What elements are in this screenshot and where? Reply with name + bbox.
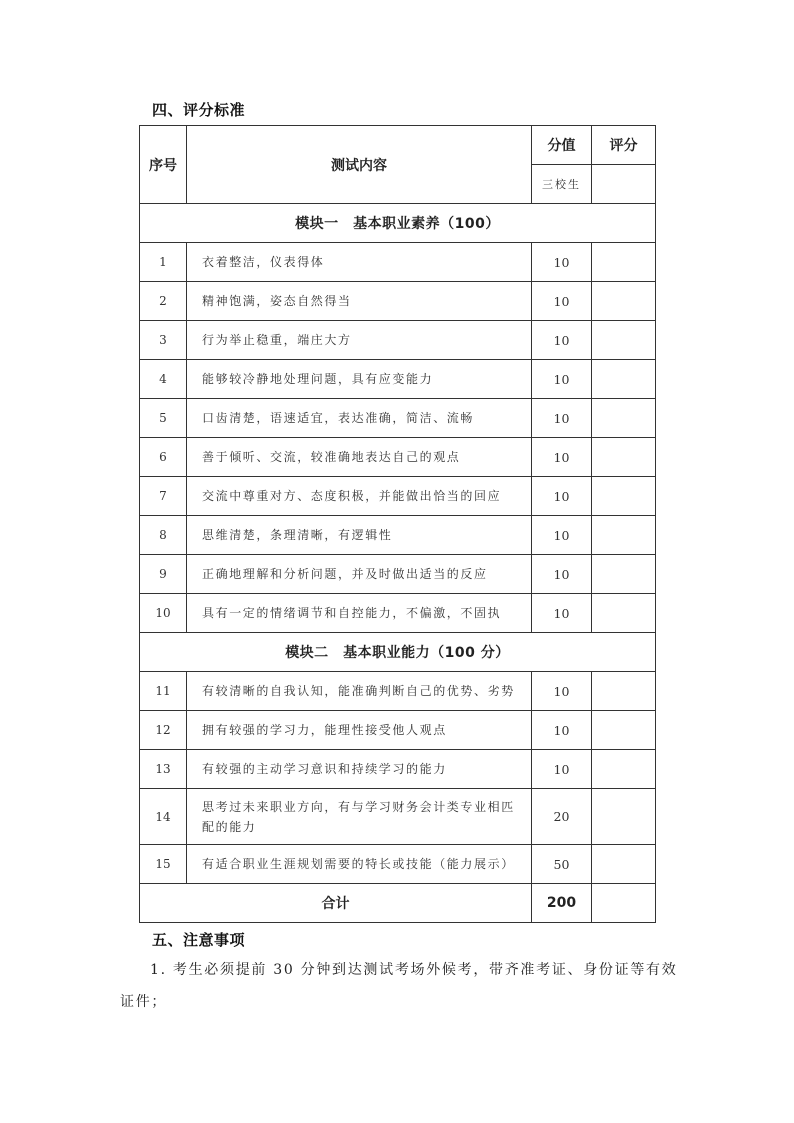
module-title: 模块一 基本职业素养（100） (140, 204, 656, 243)
row-value: 10 (532, 282, 592, 321)
header-rating-sub (592, 165, 656, 204)
row-seq: 1 (140, 243, 187, 282)
table-row (140, 672, 656, 711)
table-row (140, 516, 656, 555)
total-label: 合计 (140, 884, 532, 923)
row-rating-cell[interactable] (592, 282, 656, 321)
row-content: 交流中尊重对方、态度积极，并能做出恰当的回应 (187, 477, 532, 516)
row-seq: 12 (140, 711, 187, 750)
row-value: 10 (532, 477, 592, 516)
row-seq: 2 (140, 282, 187, 321)
table-row (140, 789, 656, 845)
row-rating-cell[interactable] (592, 399, 656, 438)
row-content: 思考过未来职业方向，有与学习财务会计类专业相匹配的能力 (187, 789, 532, 845)
table-row (140, 360, 656, 399)
row-content: 能够较冷静地处理问题，具有应变能力 (187, 360, 532, 399)
row-rating-cell[interactable] (592, 360, 656, 399)
header-value-sub: 三校生 (532, 165, 592, 204)
table-row (140, 243, 656, 282)
row-rating-cell[interactable] (592, 750, 656, 789)
row-rating-cell[interactable] (592, 243, 656, 282)
row-seq: 14 (140, 789, 187, 845)
header-rating: 评分 (592, 126, 656, 165)
row-value: 50 (532, 845, 592, 884)
row-content: 拥有较强的学习力，能理性接受他人观点 (187, 711, 532, 750)
row-value: 20 (532, 789, 592, 845)
total-value: 200 (532, 884, 592, 923)
row-seq: 13 (140, 750, 187, 789)
table-row (140, 321, 656, 360)
header-content: 测试内容 (187, 126, 532, 204)
row-seq: 11 (140, 672, 187, 711)
row-rating-cell[interactable] (592, 845, 656, 884)
row-rating-cell[interactable] (592, 516, 656, 555)
row-seq: 4 (140, 360, 187, 399)
row-content: 衣着整洁，仪表得体 (187, 243, 532, 282)
row-content: 思维清楚，条理清晰，有逻辑性 (187, 516, 532, 555)
row-value: 10 (532, 321, 592, 360)
row-seq: 10 (140, 594, 187, 633)
row-content: 口齿清楚，语速适宜，表达准确，简洁、流畅 (187, 399, 532, 438)
table-row (140, 399, 656, 438)
row-content: 正确地理解和分析问题，并及时做出适当的反应 (187, 555, 532, 594)
row-rating-cell[interactable] (592, 789, 656, 845)
row-content: 行为举止稳重，端庄大方 (187, 321, 532, 360)
row-content: 具有一定的情绪调节和自控能力，不偏激，不固执 (187, 594, 532, 633)
table-row (140, 711, 656, 750)
scoring-table (139, 125, 656, 923)
note-item: 1. 考生必须提前 30 分钟到达测试考场外候考，带齐准考证、身份证等有效证件； (120, 962, 678, 1010)
table-row (140, 750, 656, 789)
row-content: 善于倾听、交流，较准确地表达自己的观点 (187, 438, 532, 477)
row-value: 10 (532, 438, 592, 477)
module-title: 模块二 基本职业能力（100 分） (140, 633, 656, 672)
row-value: 10 (532, 594, 592, 633)
row-seq: 15 (140, 845, 187, 884)
row-value: 10 (532, 399, 592, 438)
row-rating-cell[interactable] (592, 321, 656, 360)
table-row (140, 555, 656, 594)
row-value: 10 (532, 750, 592, 789)
table-row (140, 845, 656, 884)
table-row (140, 594, 656, 633)
row-value: 10 (532, 555, 592, 594)
row-rating-cell[interactable] (592, 438, 656, 477)
header-value: 分值 (532, 126, 592, 165)
total-rating-cell[interactable] (592, 884, 656, 923)
row-value: 10 (532, 360, 592, 399)
row-content: 精神饱满，姿态自然得当 (187, 282, 532, 321)
row-value: 10 (532, 516, 592, 555)
row-rating-cell[interactable] (592, 672, 656, 711)
total-row (140, 884, 656, 923)
row-content: 有较清晰的自我认知，能准确判断自己的优势、劣势 (187, 672, 532, 711)
row-rating-cell[interactable] (592, 594, 656, 633)
table-row (140, 282, 656, 321)
row-value: 10 (532, 243, 592, 282)
row-rating-cell[interactable] (592, 711, 656, 750)
row-seq: 7 (140, 477, 187, 516)
row-value: 10 (532, 672, 592, 711)
row-rating-cell[interactable] (592, 477, 656, 516)
row-seq: 9 (140, 555, 187, 594)
row-content: 有适合职业生涯规划需要的特长或技能（能力展示） (187, 845, 532, 884)
row-rating-cell[interactable] (592, 555, 656, 594)
row-value: 10 (532, 711, 592, 750)
section-heading-notes: 五、注意事项 (152, 931, 246, 949)
section-heading-scoring-criteria: 四、评分标准 (152, 101, 246, 119)
table-row (140, 438, 656, 477)
row-content: 有较强的主动学习意识和持续学习的能力 (187, 750, 532, 789)
header-seq: 序号 (140, 126, 187, 204)
table-row (140, 477, 656, 516)
row-seq: 3 (140, 321, 187, 360)
row-seq: 8 (140, 516, 187, 555)
row-seq: 6 (140, 438, 187, 477)
row-seq: 5 (140, 399, 187, 438)
